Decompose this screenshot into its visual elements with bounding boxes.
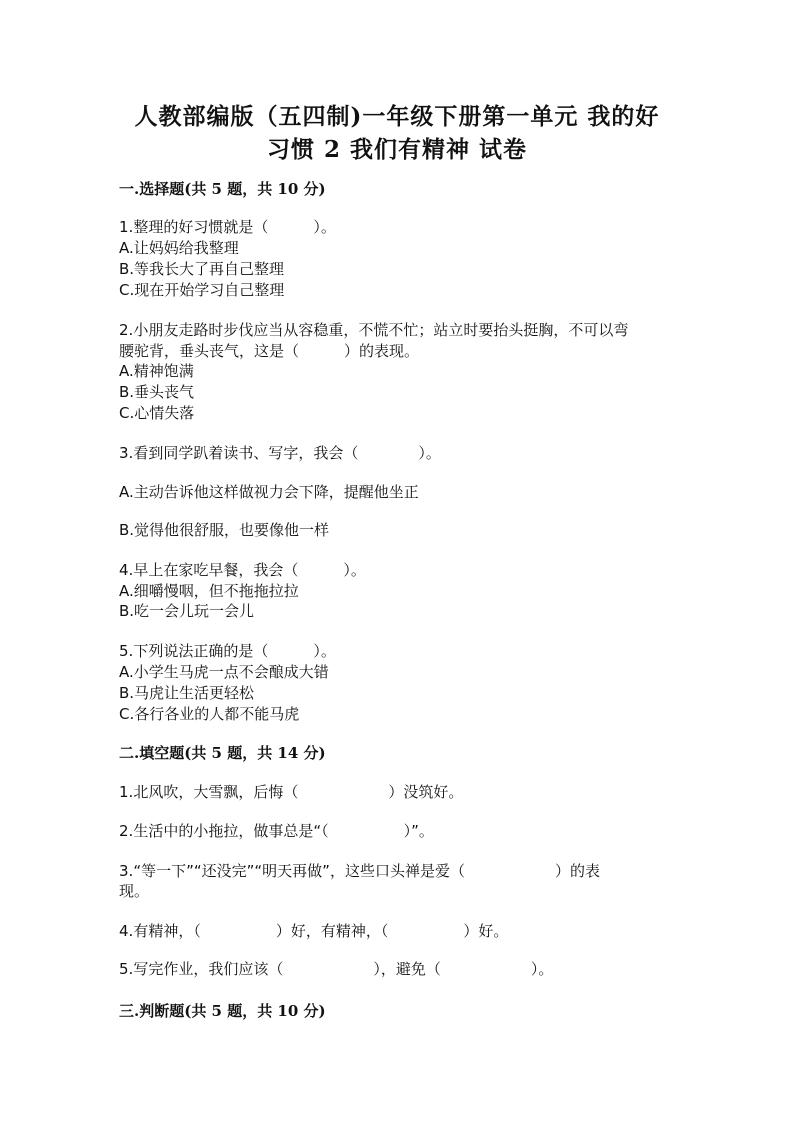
question-number: 1. <box>119 218 134 236</box>
question-item <box>119 861 679 882</box>
question-stem-line2: 现。 <box>119 882 150 900</box>
question-number: 2. <box>119 321 134 339</box>
option-a: A.精神饱满 <box>119 362 194 380</box>
question-item <box>119 641 679 662</box>
question-number: 1. <box>119 783 134 801</box>
question-number: 3. <box>119 444 134 462</box>
page-title-line2: 习惯 2 我们有精神 试卷 <box>266 136 528 163</box>
option-a: A.主动告诉他这样做视力会下降，提醒他坐正 <box>119 483 419 501</box>
question-number: 4. <box>119 922 134 940</box>
question-item <box>119 443 679 464</box>
question-stem-line2: 腰驼背，垂头丧气，这是（ ）的表现。 <box>119 342 420 360</box>
question-item <box>119 320 679 341</box>
question-number: 2. <box>119 822 134 840</box>
question-stem: 整理的好习惯就是（ ）。 <box>133 218 336 236</box>
section-heading-judge: 三.判断题(共 5 题，共 10 分) <box>119 1002 326 1020</box>
option-c: C.各行各业的人都不能马虎 <box>119 705 300 723</box>
question-stem-line1: 小朋友走路时步伐应当从容稳重，不慌不忙；站立时要抬头挺胸，不可以弯 <box>133 321 629 339</box>
question-stem: 早上在家吃早餐，我会（ ）。 <box>133 561 366 579</box>
question-item <box>119 560 679 581</box>
question-stem: 下列说法正确的是（ ）。 <box>133 642 336 660</box>
question-number: 4. <box>119 561 134 579</box>
section-heading-choice: 一.选择题(共 5 题，共 10 分) <box>119 180 326 198</box>
option-b: B.马虎让生活更轻松 <box>119 684 255 702</box>
question-stem: 看到同学趴着读书、写字，我会（ ）。 <box>133 444 441 462</box>
question-item <box>119 921 679 942</box>
question-stem: 北风吹，大雪飘，后悔（ ）没筑好。 <box>133 783 464 801</box>
question-number: 3. <box>119 862 134 880</box>
question-stem: 写完作业，我们应该（ ），避免（ ）。 <box>133 960 554 978</box>
question-stem: 有精神，（ ）好，有精神，（ ）好。 <box>133 922 509 940</box>
option-c: C.心情失落 <box>119 404 195 422</box>
question-item <box>119 959 679 980</box>
question-item <box>119 217 679 238</box>
section-heading-fill: 二.填空题(共 5 题，共 14 分) <box>119 744 326 762</box>
page-title-line1: 人教部编版（五四制)一年级下册第一单元 我的好 <box>134 103 660 130</box>
option-c: C.现在开始学习自己整理 <box>119 281 285 299</box>
question-number: 5. <box>119 642 134 660</box>
question-stem-line1: “等一下”“还没完”“明天再做”，这些口头禅是爱（ ）的表 <box>133 862 600 880</box>
option-b: B.等我长大了再自己整理 <box>119 260 285 278</box>
option-a: A.小学生马虎一点不会酿成大错 <box>119 663 329 681</box>
option-a: A.让妈妈给我整理 <box>119 239 239 257</box>
option-a: A.细嚼慢咽，但不拖拖拉拉 <box>119 582 299 600</box>
question-item <box>119 782 679 803</box>
option-b: B.垂头丧气 <box>119 383 195 401</box>
option-b: B.觉得他很舒服，也要像他一样 <box>119 521 330 539</box>
question-item <box>119 821 679 842</box>
option-b: B.吃一会儿玩一会儿 <box>119 602 255 620</box>
question-number: 5. <box>119 960 134 978</box>
question-stem: 生活中的小拖拉，做事总是“（ ）”。 <box>133 822 434 840</box>
